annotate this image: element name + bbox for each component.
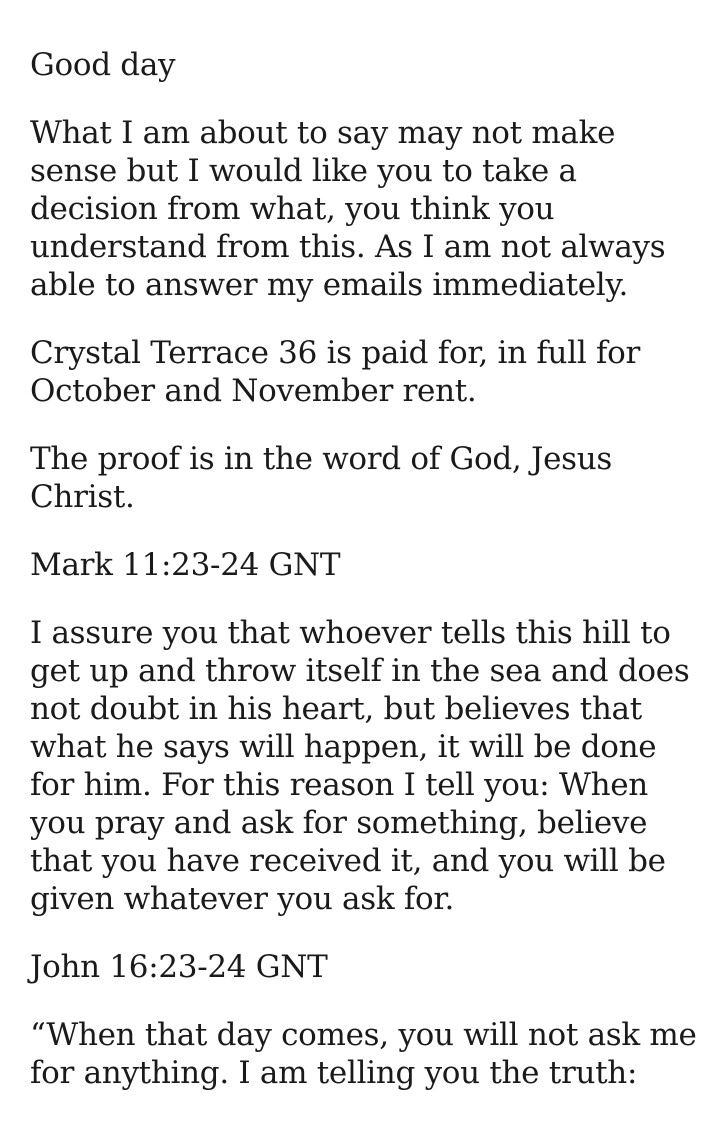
scripture-reference: John 16:23-24 GNT — [30, 949, 328, 985]
scripture-quote: “When that day comes, you will not ask me for anything. I am telling you the truth: — [30, 1017, 697, 1091]
greeting-paragraph: Good day — [30, 47, 176, 83]
scripture-quote: I assure you that whoever tells this hill to get up and throw itself in the sea and does not doubt in his heart, but believes that what he says will happen, it will be done for him. For this reason I tell you: When you pray and ask for something, believe that you have received it, and you will be given whatever you ask for. — [30, 615, 690, 917]
body-paragraph: What I am about to say may not make sense but I would like you to take a decision from what, you think you understand from this. As I am not always able to answer my emails immediately. — [30, 115, 666, 303]
body-paragraph: Crystal Terrace 36 is paid for, in full for October and November rent. — [30, 335, 641, 409]
body-paragraph: The proof is in the word of God, Jesus Christ. — [30, 441, 613, 515]
email-message-body — [30, 46, 700, 1122]
scripture-reference: Mark 11:23-24 GNT — [30, 547, 341, 583]
